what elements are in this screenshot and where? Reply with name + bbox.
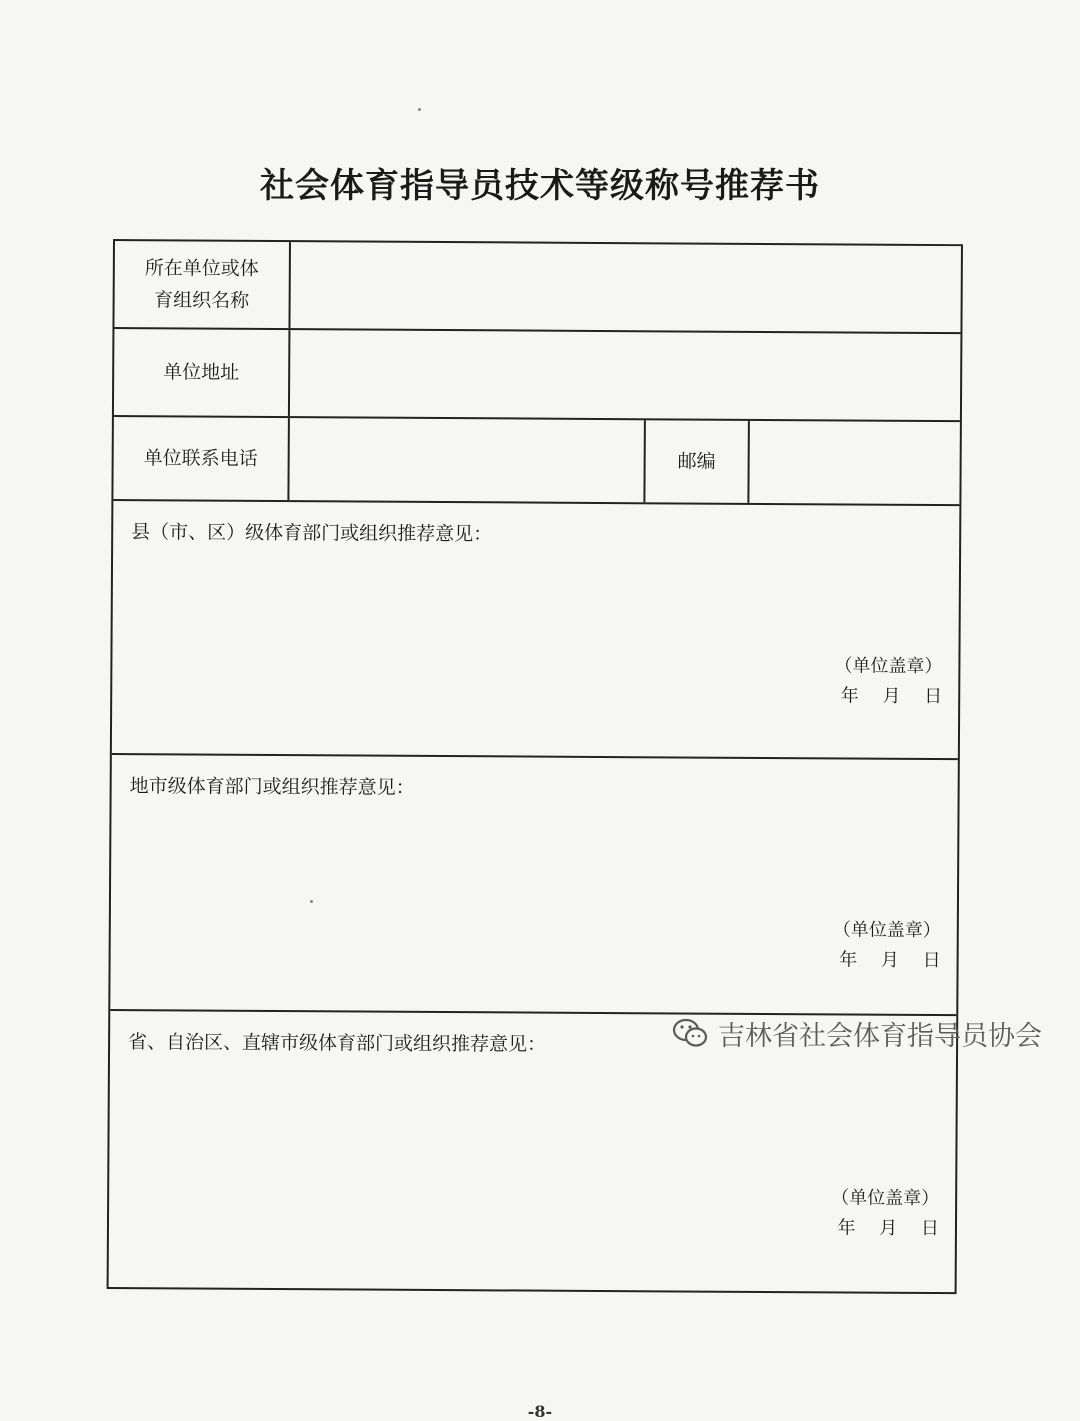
- county-date: 年 月 日: [840, 685, 943, 708]
- postcode-label-cell: [645, 420, 749, 503]
- postcode-input[interactable]: [749, 421, 959, 504]
- watermark: [670, 1013, 1042, 1053]
- province-opinion-section[interactable]: [109, 1011, 957, 1292]
- postcode-label: 邮编: [677, 450, 716, 473]
- org-name-input[interactable]: [290, 242, 961, 332]
- city-seal-block: [833, 915, 941, 976]
- phone-label: 单位联系电话: [143, 447, 258, 470]
- org-name-label-cell: [114, 241, 291, 328]
- org-name-label: 所在单位或体育组织名称: [144, 257, 259, 312]
- county-seal-block: [834, 651, 942, 712]
- province-seal-block: [831, 1183, 939, 1244]
- city-opinion-label: 地市级体育部门或组织推荐意见：: [129, 775, 415, 799]
- city-seal: （单位盖章）: [832, 919, 941, 942]
- address-row: [114, 329, 961, 422]
- city-date: 年 月 日: [839, 949, 941, 972]
- county-seal: （单位盖章）: [834, 655, 943, 678]
- page-title: 社会体育指导员技术等级称号推荐书: [260, 166, 820, 206]
- recommendation-form: [107, 239, 963, 1294]
- scan-speck: [310, 900, 313, 903]
- county-opinion-section[interactable]: [112, 501, 960, 760]
- address-label: 单位地址: [163, 361, 240, 384]
- phone-label-cell: [113, 417, 289, 500]
- province-opinion-label: 省、自治区、直辖市级体育部门或组织推荐意见：: [128, 1031, 547, 1056]
- address-label-cell: [114, 329, 291, 416]
- watermark-text: 吉林省社会体育指导员协会: [718, 1020, 1042, 1052]
- wechat-icon: [670, 1013, 710, 1053]
- phone-input[interactable]: [289, 418, 645, 502]
- city-opinion-section[interactable]: [110, 755, 958, 1016]
- address-input[interactable]: [290, 330, 961, 420]
- org-name-row: [114, 241, 961, 334]
- province-date: 年 月 日: [837, 1217, 940, 1240]
- province-seal: （单位盖章）: [831, 1187, 940, 1210]
- county-opinion-label: 县（市、区）级体育部门或组织推荐意见：: [131, 521, 493, 546]
- phone-row: [113, 417, 959, 506]
- scan-speck: [418, 108, 421, 111]
- page-number: -8-: [527, 1402, 553, 1421]
